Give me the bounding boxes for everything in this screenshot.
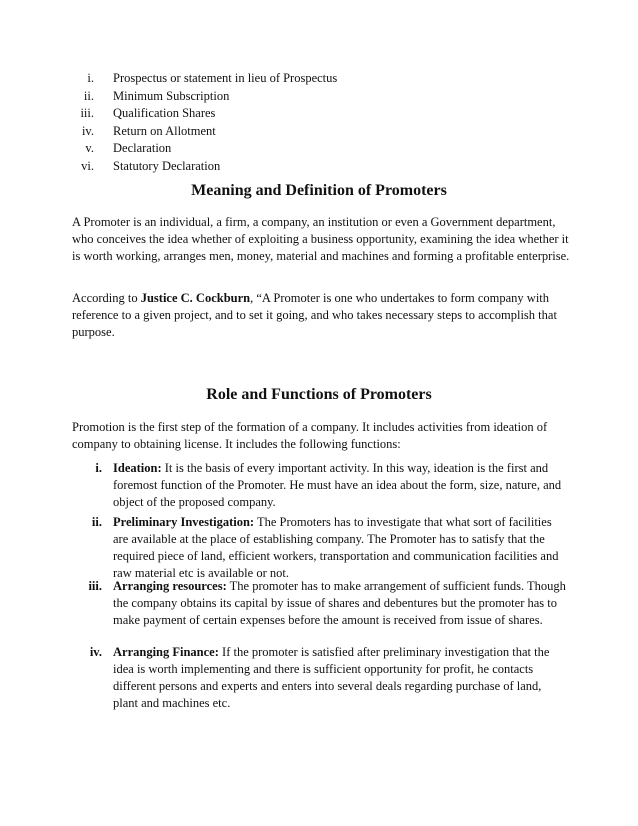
function-number: ii. [91,515,102,529]
promotion-intro-paragraph: Promotion is the first step of the formation of a company. It includes activities from ideation of company to obtaining license. It includes the following functions: [72,420,548,451]
function-text: If the promoter is satisfied after preliminary investigation that the idea is worth implementing and there is sufficient opportunity for profit, he contacts different persons and experts and enters into several deals regarding purchase of land, plant and machines etc. [113,645,550,710]
function-text: It is the basis of every important activity. In this way, ideation is the first and foremost function of the Promoter. He must have an idea about the form, size, nature, and object of the proposed company. [113,461,562,509]
section-heading-meaning: Meaning and Definition of Promoters [191,182,447,199]
quote-text: , “A Promoter is one who undertakes to form company with reference to a given project, and to set it going, and who takes necessary steps to accomplish that purpose. [72,291,557,339]
function-number: i. [95,461,102,475]
list-item [0,105,638,123]
list-item-text: Return on Allotment [113,123,216,138]
promoter-definition-paragraph: A Promoter is an individual, a firm, a company, an institution or even a Government department, who conceives the idea whether of exploiting a business opportunity, examining the idea whether it is worth working, arranges men, money, material and machines and forming a profitable enterprise. [72,215,570,263]
function-text: The promoter has to make arrangement of sufficient funds. Though the company obtains its capital by issue of shares and debentures but the promoter has to make payment of certain expenses before the amount is received from issue of shares. [113,579,566,627]
section-heading-role: Role and Functions of Promoters [206,386,432,403]
function-title: Ideation: [113,461,162,475]
function-number: iii. [88,579,102,593]
list-item-number: ii. [83,88,94,103]
list-item-number: v. [85,141,94,155]
list-item-text: Minimum Subscription [113,88,230,103]
list-item-number: iv. [81,123,94,138]
function-body [113,514,568,582]
function-title: Arranging Finance: [113,645,219,659]
cockburn-quote-paragraph [72,290,572,341]
list-item-number: iii. [80,106,94,120]
function-title: Preliminary Investigation: [113,515,255,529]
list-item-text: Prospectus or statement in lieu of Prospectus [113,71,338,85]
list-item [0,140,638,158]
function-body [113,460,568,511]
list-item [0,88,638,106]
list-item [0,123,638,141]
list-item-text: Statutory Declaration [113,158,221,173]
list-item [0,158,638,176]
function-text: The Promoters has to investigate that what sort of facilities are available at the place of establishing company. The Promoter has to satisfy that the required piece of land, efficient workers, transportation and communication facilities and raw material etc is available or not. [113,515,559,580]
function-body [113,644,568,712]
list-item-number: vi. [81,158,94,173]
list-item-text: Declaration [113,141,172,155]
list-item [0,70,638,88]
function-number: iv. [89,645,102,659]
quote-author: Justice C. Cockburn [140,291,251,305]
function-body [113,578,568,629]
quote-prefix: According to [72,291,141,305]
requirements-list [0,70,638,175]
list-item-number: i. [87,71,94,85]
function-title: Arranging resources: [113,579,227,593]
list-item-text: Qualification Shares [113,106,216,120]
